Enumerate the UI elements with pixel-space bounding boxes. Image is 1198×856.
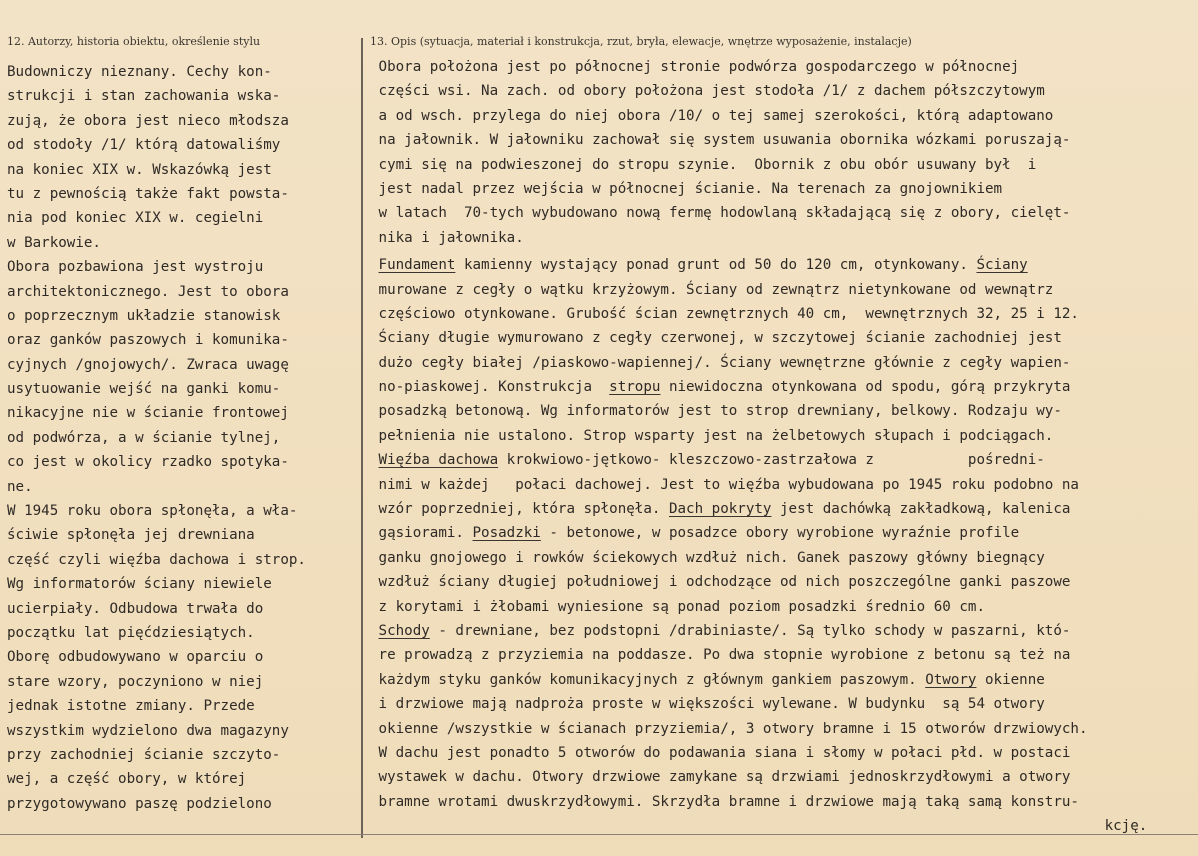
left-text-line: nia pod koniec XIX w. cegielni: [7, 210, 264, 227]
right-text-line: [370, 448, 1196, 472]
text-run: gąsiorami.: [370, 525, 473, 542]
left-text-line: cyjnych /gnojowych/. Zwraca uwagę: [7, 356, 289, 373]
text-run: Ściany długie wymurowano z cegły czerwonej, w szczytowej ścianie zachodniej jest: [370, 330, 1062, 347]
left-text-line: Oborę odbudowywano w oparciu o: [7, 649, 264, 666]
left-text-line: przy zachodniej ścianie szczyto-: [7, 746, 281, 763]
text-run: wzór poprzedniej, która spłonęła.: [370, 501, 669, 518]
underlined-heading: Ściany: [976, 257, 1028, 274]
right-text-line: jest nadal przez wejścia w północnej ścianie. Na terenach za gnojownikiem: [370, 180, 1003, 197]
left-text-line: początku lat pięćdziesiątych.: [7, 624, 255, 641]
right-text-line: [370, 253, 1196, 277]
section-12-header: 12. Autorzy, historia obiektu, określenie stylu: [7, 35, 261, 48]
right-text-line: [370, 765, 1196, 789]
right-text-line: [370, 790, 1196, 814]
text-run: [370, 257, 379, 273]
text-run: niewidoczna otynkowana od spodu, górą przykryta: [660, 379, 1071, 396]
left-text-line: Budowniczy nieznany. Cechy kon-: [7, 64, 272, 80]
left-text-line: tu z pewnością także fakt powsta-: [7, 185, 289, 202]
text-run: i drzwiowe mają nadproża proste w większości wylewane. W budynku są 54 otwory: [370, 696, 1045, 713]
text-run: okienne: [976, 671, 1045, 688]
section-13-header: 13. Opis (sytuacja, materiał i konstrukcja, rzut, bryła, elewacje, wnętrze wyposażenie, instalacje): [370, 35, 912, 48]
left-text-line: od stodoły /1/ którą datowaliśmy: [7, 137, 281, 154]
left-text-line: wszystkim wydzielono dwa magazyny: [7, 722, 289, 739]
text-run: pełnienia nie ustalono. Strop wsparty jest na żelbetowych słupach i podciągach.: [370, 427, 1054, 444]
underlined-heading: Schody: [378, 622, 430, 639]
right-text-line: na jałownik. W jałowniku zachował się system usuwania obornika wózkami poruszają-: [370, 132, 1071, 149]
right-text-line: Obora położona jest po północnej stronie podwórza gospodarczego w północnej: [370, 59, 1020, 75]
right-text-line: [370, 424, 1196, 448]
right-text-line: w latach 70-tych wybudowano nową fermę hodowlaną składającą się z obory, cielęt-: [370, 205, 1071, 222]
right-column-text: [370, 55, 1196, 839]
text-run: okienne /wszystkie w ścianach przyziemia/, 3 otwory bramne i 15 otworów drzwiowych.: [370, 720, 1088, 737]
left-text-line: Obora pozbawiona jest wystroju: [7, 259, 264, 276]
right-text-line: [370, 351, 1196, 375]
right-text-line: [370, 717, 1196, 741]
right-text-line: [370, 595, 1196, 619]
left-text-line: architektonicznego. Jest to obora: [7, 283, 289, 300]
left-text-line: ściwie spłonęła jej drewniana: [7, 527, 255, 544]
left-text-line: o poprzecznym układzie stanowisk: [7, 307, 281, 324]
text-run: [370, 452, 379, 468]
left-text-line: wej, a część obory, w której: [7, 771, 247, 788]
column-divider: [361, 38, 363, 838]
left-text-line: jednak istotne zmiany. Przede: [7, 698, 255, 715]
right-text-line: [370, 741, 1196, 765]
left-text-line: na koniec XIX w. Wskazówką jest: [7, 161, 272, 178]
text-run: dużo cegły białej /piaskowo-wapiennej/. Ściany wewnętrzne głównie z cegły wapien-: [370, 354, 1071, 371]
text-run: ganku gnojowego i rowków ściekowych wzdłuż nich. Ganek paszowy główny biegnący: [370, 549, 1045, 566]
text-run: - drewniane, bez podstopni /drabiniaste/. Są tylko schody w paszarni, któ-: [429, 622, 1071, 639]
right-text-line: [370, 668, 1196, 692]
right-text-line: cymi się na podwieszonej do stropu szynie. Obornik z obu obór usuwany był i: [370, 156, 1037, 173]
right-text-line: [370, 326, 1196, 350]
left-text-line: nikacyjne nie w ścianie frontowej: [7, 405, 289, 422]
text-run: nimi w każdej połaci dachowej. Jest to więźba wybudowana po 1945 roku podobno na: [370, 476, 1079, 493]
right-text-line: [370, 643, 1196, 667]
left-text-line: w Barkowie.: [7, 234, 101, 251]
underlined-heading: Posadzki: [472, 525, 541, 542]
text-run: W dachu jest ponadto 5 otworów do podawania siana i słomy w połaci płd. w postaci: [370, 744, 1071, 761]
text-run: krokwiowo-jętkowo- kleszczowo-zastrzałowa z pośredni-: [498, 452, 1045, 469]
text-run: bramne wrotami dwuskrzydłowymi. Skrzydła bramne i drzwiowe mają taką samą konstru-: [370, 793, 1079, 810]
right-text-line: a od wsch. przylega do niej obora /10/ o tej samej szerokości, którą adaptowano: [370, 107, 1054, 124]
text-run: każdym styku ganków komunikacyjnych z głównym gankiem paszowym.: [370, 671, 926, 688]
right-text-line: [370, 278, 1196, 302]
left-text-line: przygotowywano paszę podzielono: [7, 795, 272, 812]
right-text-line: [370, 375, 1196, 399]
underlined-heading: Otwory: [925, 671, 977, 688]
underlined-heading: Dach pokryty: [668, 501, 772, 518]
text-run: z korytami i żłobami wyniesione są ponad poziom posadzki średnio 60 cm.: [370, 598, 985, 615]
right-text-line: [370, 399, 1196, 423]
left-text-line: co jest w okolicy rzadko spotyka-: [7, 454, 289, 471]
text-run: - betonowe, w posadzce obory wyrobione wyraźnie profile: [540, 525, 1020, 542]
left-text-line: oraz ganków paszowych i komunika-: [7, 332, 289, 349]
right-text-line: [370, 692, 1196, 716]
left-text-line: od podwórza, a w ścianie tylnej,: [7, 429, 281, 446]
underlined-heading: Fundament: [378, 257, 456, 274]
right-text-line: [370, 473, 1196, 497]
text-run: wzdłuż ściany długiej południowej i odchodzące od nich poszczególne ganki paszowe: [370, 574, 1071, 591]
right-text-line: [370, 814, 1196, 838]
right-text-line: [370, 497, 1196, 521]
underlined-heading: Więźba dachowa: [378, 452, 499, 469]
left-text-line: ucierpiały. Odbudowa trwała do: [7, 600, 264, 617]
left-text-line: stare wzory, poczyniono w niej: [7, 673, 264, 690]
text-run: no-piaskowej. Konstrukcja: [370, 379, 610, 396]
left-text-line: W 1945 roku obora spłonęła, a wła-: [7, 503, 298, 520]
right-text-line: [370, 619, 1196, 643]
left-text-line: część czyli więźba dachowa i strop.: [7, 551, 306, 568]
underlined-heading: stropu: [609, 379, 661, 396]
text-run: re prowadzą z przyziemia na poddasze. Po dwa stopnie wyrobione z betonu są też na: [370, 647, 1071, 664]
text-run: [370, 623, 379, 639]
right-text-line: [370, 546, 1196, 570]
right-text-line: nika i jałownika.: [370, 229, 524, 246]
text-run: kcję.: [370, 818, 1148, 835]
right-text-line: [370, 302, 1196, 326]
left-text-line: ne.: [7, 478, 33, 495]
text-run: kamienny wystający ponad grunt od 50 do 120 cm, otynkowany.: [455, 257, 977, 274]
right-text-line: części wsi. Na zach. od obory położona jest stodoła /1/ z dachem półszczytowym: [370, 83, 1045, 100]
left-text-line: usytuowanie wejść na ganki komu-: [7, 381, 281, 398]
text-run: częściowo otynkowane. Grubość ścian zewnętrznych 40 cm, wewnętrznych 32, 25 i 12.: [370, 305, 1079, 322]
right-text-line: [370, 570, 1196, 594]
left-column-text: [7, 60, 357, 816]
text-run: murowane z cegły o wątku krzyżowym. Ściany od zewnątrz nietynkowane od wewnątrz: [370, 281, 1054, 298]
right-text-line: [370, 521, 1196, 545]
left-text-line: zują, że obora jest nieco młodsza: [7, 112, 289, 129]
left-text-line: Wg informatorów ściany niewiele: [7, 576, 272, 593]
text-run: wystawek w dachu. Otwory drzwiowe zamykane są drzwiami jednoskrzydłowymi a otwory: [370, 769, 1071, 786]
text-run: posadzką betonową. Wg informatorów jest to strop drewniany, belkowy. Rodzaju wy-: [370, 403, 1062, 420]
text-run: jest dachówką zakładkową, kalenica: [771, 501, 1071, 518]
left-text-line: strukcji i stan zachowania wska-: [7, 88, 281, 105]
